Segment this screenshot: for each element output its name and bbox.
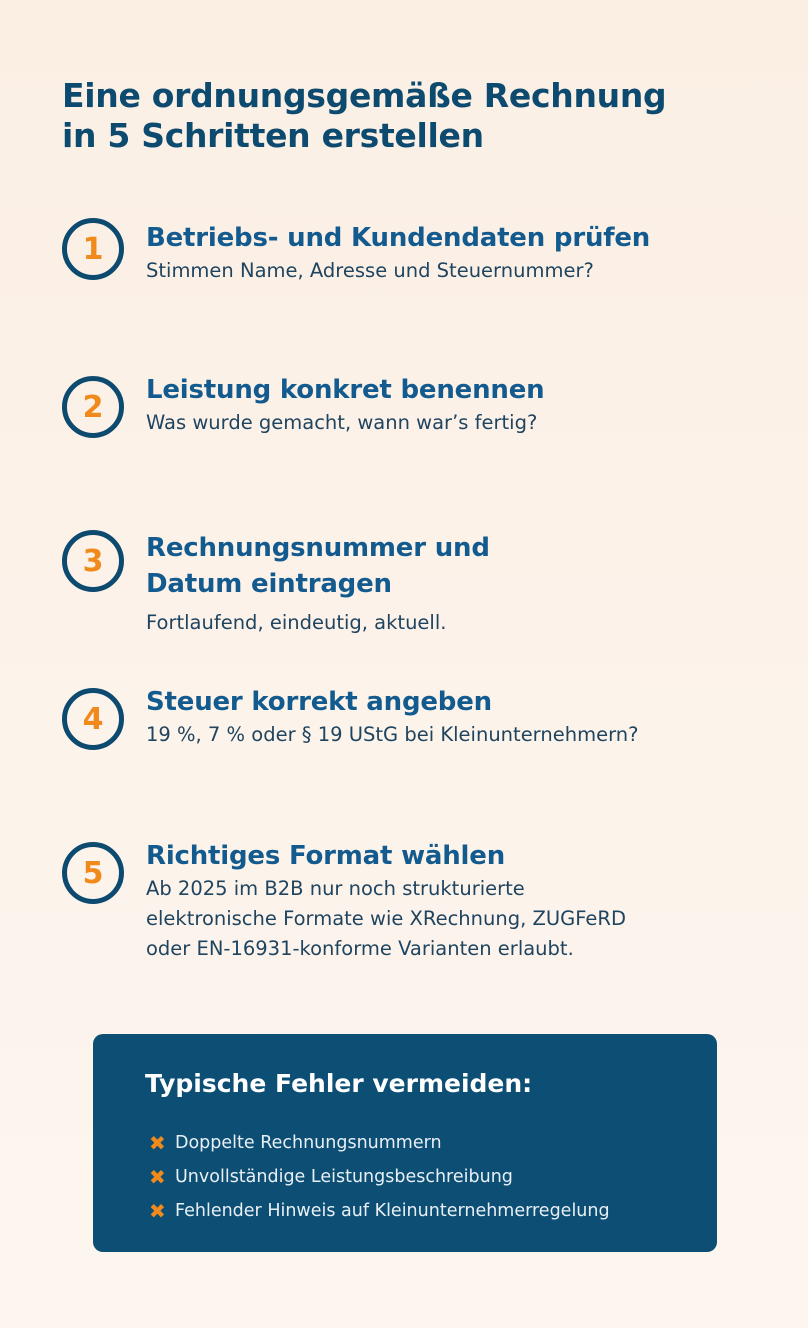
step-number-badge: 1 bbox=[62, 218, 124, 280]
step-heading bbox=[146, 684, 766, 720]
error-item-label: Doppelte Rechnungsnummern bbox=[175, 1133, 442, 1153]
step-number-badge: 5 bbox=[62, 842, 124, 904]
x-mark-icon: ✖ bbox=[149, 1131, 166, 1155]
errors-list bbox=[149, 1126, 610, 1228]
step-content bbox=[146, 220, 766, 286]
step-heading bbox=[146, 838, 766, 874]
error-item-label: Fehlender Hinweis auf Kleinunternehmerregelung bbox=[175, 1201, 610, 1221]
step-heading bbox=[146, 220, 766, 256]
step-description bbox=[146, 608, 766, 638]
step-number-badge: 3 bbox=[62, 530, 124, 592]
step-heading-line: Steuer korrekt angeben bbox=[146, 687, 492, 717]
step-content bbox=[146, 372, 766, 438]
step-description bbox=[146, 874, 766, 964]
step-description-line: Ab 2025 im B2B nur noch strukturierte bbox=[146, 877, 525, 900]
error-item bbox=[149, 1194, 610, 1228]
step-heading-line: Betriebs- und Kundendaten prüfen bbox=[146, 223, 651, 253]
step-number-badge: 2 bbox=[62, 376, 124, 438]
step-heading-line: Datum eintragen bbox=[146, 569, 392, 599]
step-description-line: oder EN-16931-konforme Varianten erlaubt. bbox=[146, 937, 574, 960]
step-description-line: 19 %, 7 % oder § 19 UStG bei Kleinunternehmern? bbox=[146, 723, 639, 746]
title-line-1: Eine ordnungsgemäße Rechnung bbox=[62, 76, 667, 115]
step-content bbox=[146, 530, 766, 638]
step-description-line: Was wurde gemacht, wann war’s fertig? bbox=[146, 411, 538, 434]
step-heading-line: Richtiges Format wählen bbox=[146, 841, 506, 871]
title-line-2: in 5 Schritten erstellen bbox=[62, 116, 484, 155]
step-description bbox=[146, 720, 766, 750]
step-description-line: Fortlaufend, eindeutig, aktuell. bbox=[146, 611, 447, 634]
step-heading bbox=[146, 372, 766, 408]
error-item-label: Unvollständige Leistungsbeschreibung bbox=[175, 1167, 513, 1187]
x-mark-icon: ✖ bbox=[149, 1165, 166, 1189]
step-heading-line: Leistung konkret benennen bbox=[146, 375, 545, 405]
step-content bbox=[146, 838, 766, 964]
step-description-line: elektronische Formate wie XRechnung, ZUGFeRD bbox=[146, 907, 626, 930]
page-title bbox=[62, 76, 762, 156]
common-errors-box bbox=[93, 1034, 717, 1252]
step-description bbox=[146, 256, 766, 286]
step-description bbox=[146, 408, 766, 438]
error-item bbox=[149, 1160, 610, 1194]
step-content bbox=[146, 684, 766, 750]
step-description-line: Stimmen Name, Adresse und Steuernummer? bbox=[146, 259, 594, 282]
step-heading bbox=[146, 530, 766, 602]
x-mark-icon: ✖ bbox=[149, 1199, 166, 1223]
step-number-badge: 4 bbox=[62, 688, 124, 750]
error-item bbox=[149, 1126, 610, 1160]
step-heading-line: Rechnungsnummer und bbox=[146, 533, 490, 563]
errors-title: Typische Fehler vermeiden: bbox=[145, 1069, 533, 1098]
